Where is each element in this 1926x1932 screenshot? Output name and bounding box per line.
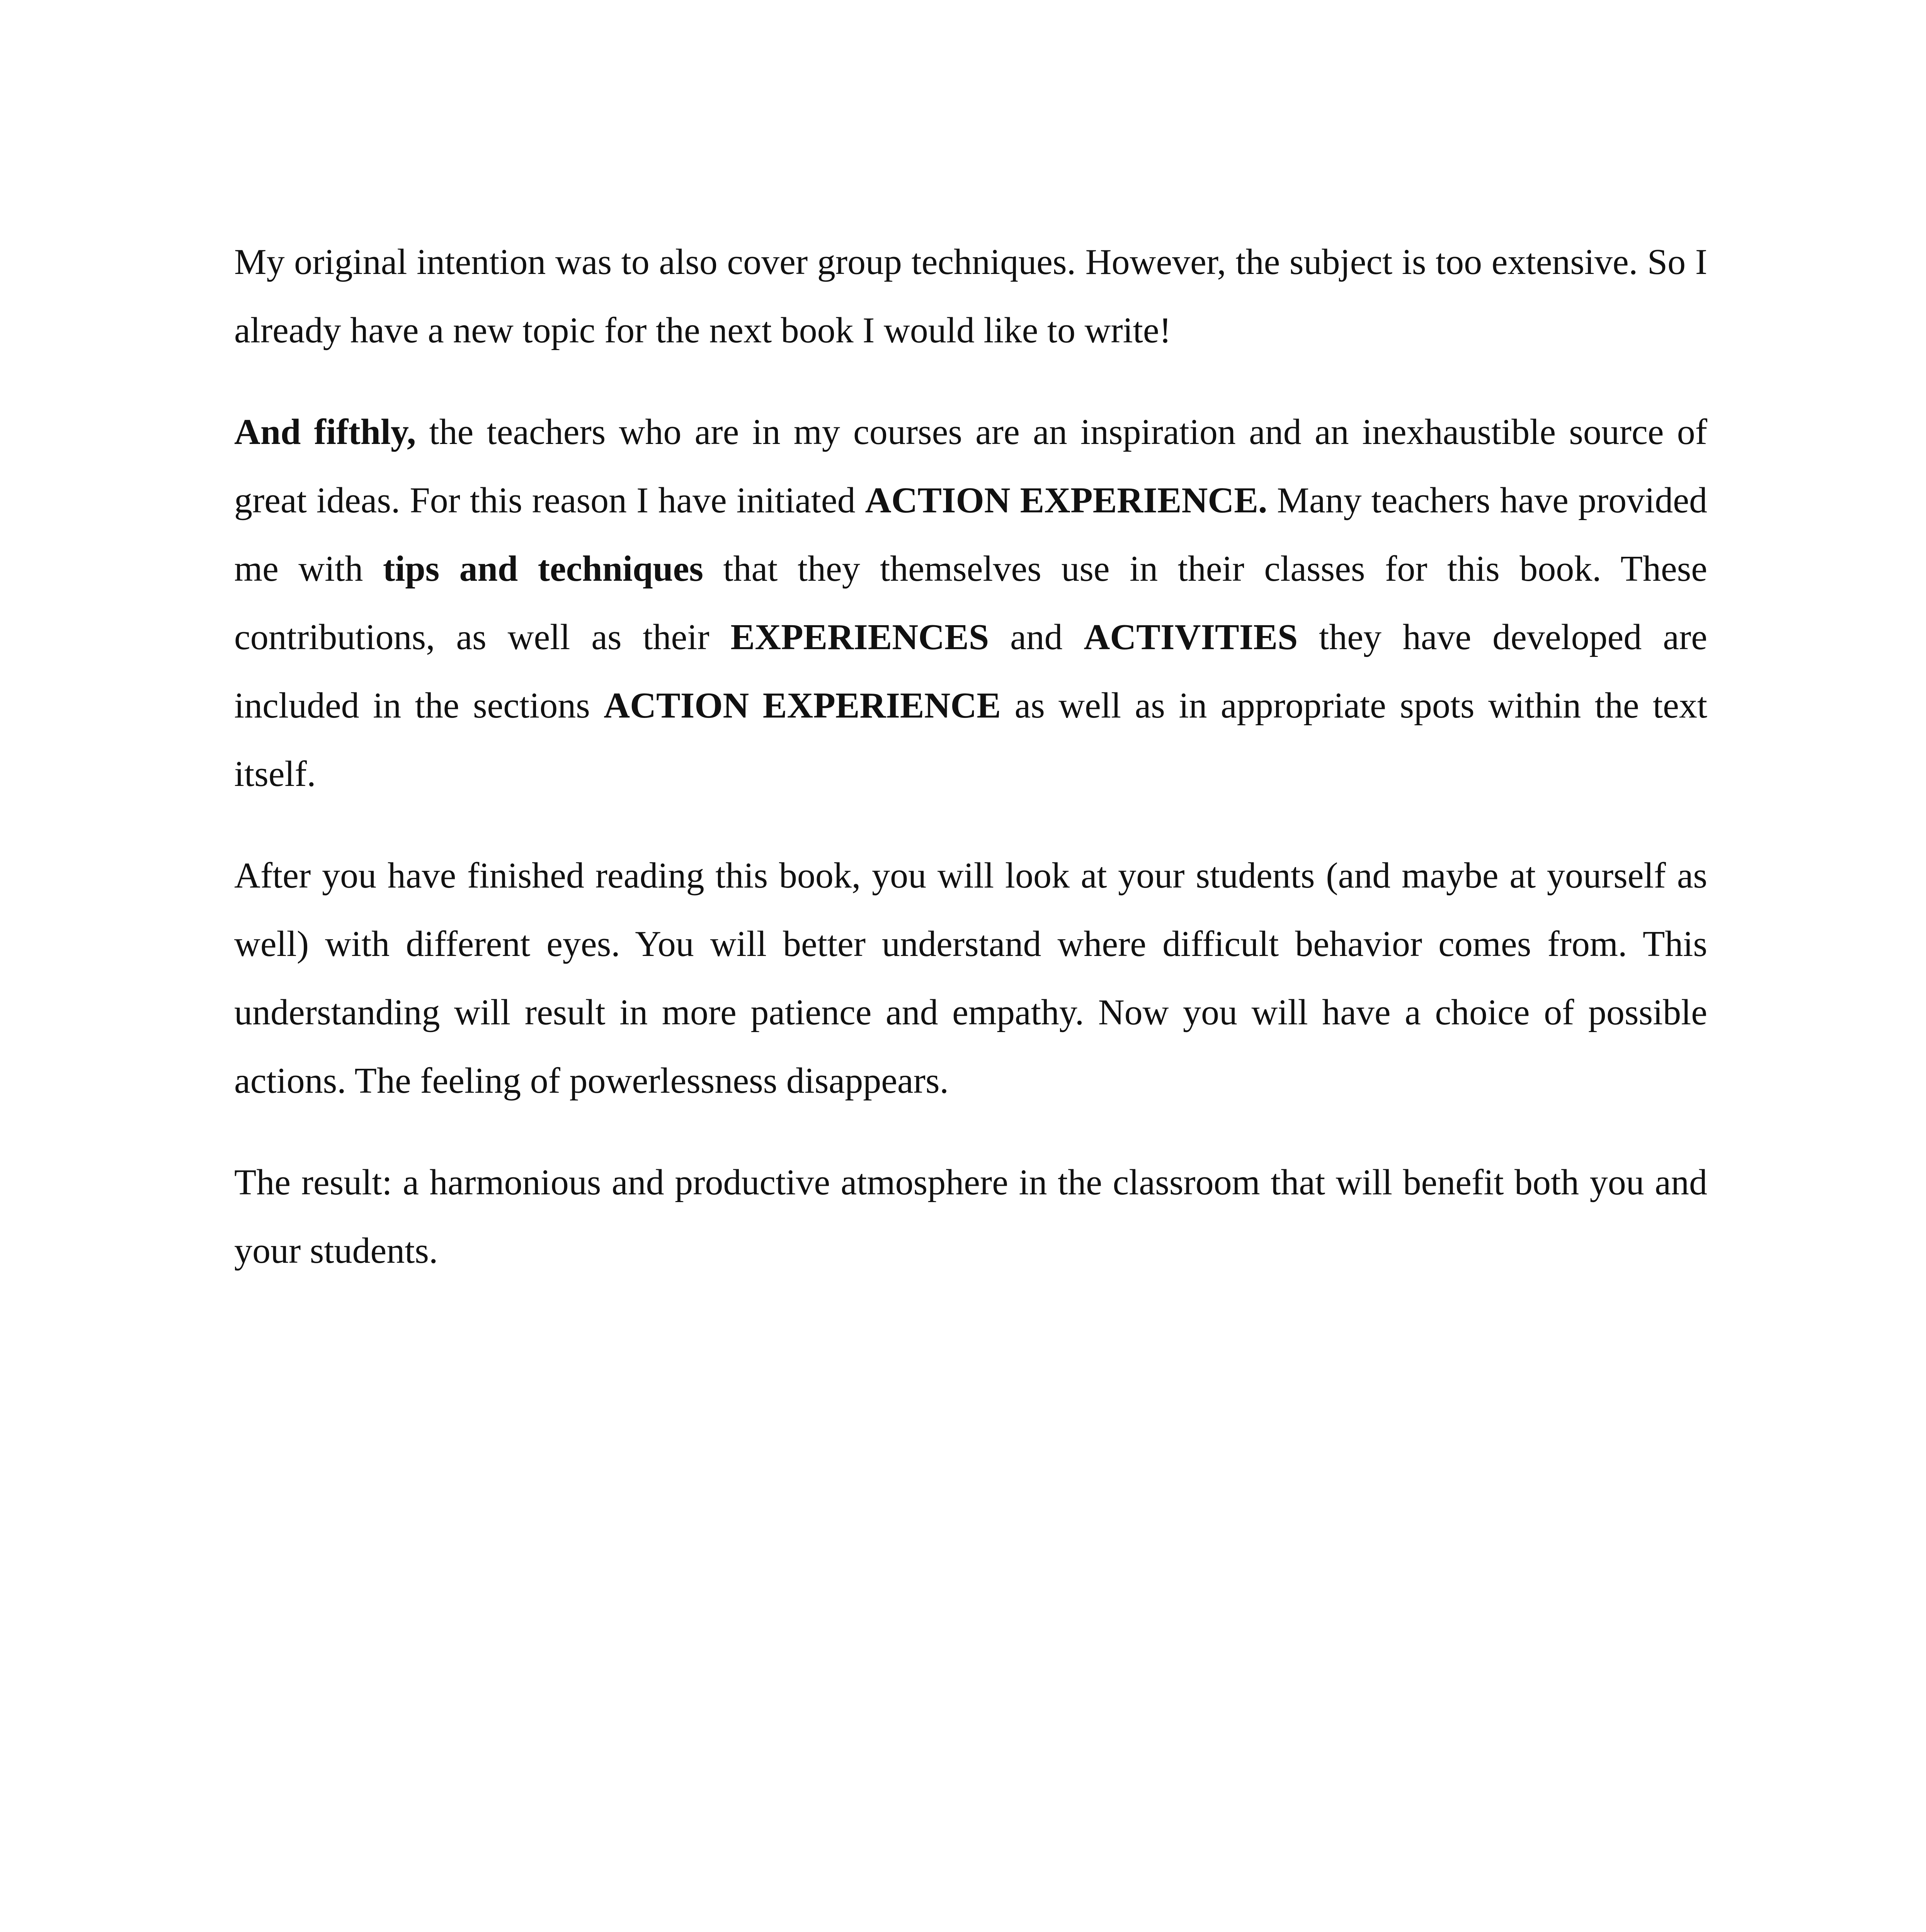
bold-phrase: ACTION EXPERIENCE — [604, 685, 1001, 726]
text-segment: the teachers who are in my courses are an inspiration and an inexhaustible source of great ideas. For this reason I have initiated — [234, 412, 1707, 520]
paragraph-2 — [234, 398, 1707, 808]
paragraph-4 — [234, 1148, 1707, 1285]
text-segment: Many teachers have provided me with — [234, 480, 1707, 589]
paragraph-3 — [234, 842, 1707, 1115]
text-segment: and — [989, 617, 1084, 657]
bold-phrase: tips and techniques — [383, 549, 703, 589]
text-segment: The result: a harmonious and productive atmosphere in the classroom that will benefit both you and your students. — [234, 1162, 1707, 1271]
text-segment: My original intention was to also cover group techniques. However, the subject is too extensive. So I already have a new topic for the next book I would like to write! — [234, 242, 1707, 350]
text-segment: that they themselves use in their classes for this book. These contributions, as well as their — [234, 549, 1707, 657]
bold-phrase: ACTIVITIES — [1084, 617, 1298, 657]
paragraph-1 — [234, 228, 1707, 365]
text-segment: After you have finished reading this book, you will look at your students (and maybe at yourself as well) with different eyes. You will better understand where difficult behavior comes from. This understanding will result in more patience and empathy. Now you will have a choice of possible actions. The feeling of powerlessness disappears. — [234, 855, 1707, 1101]
text-segment: they have developed are included in the sections — [234, 617, 1707, 726]
text-segment: as well as in appropriate spots within the text itself. — [234, 685, 1707, 794]
bold-phrase: And fifthly, — [234, 412, 416, 452]
bold-phrase: EXPERIENCES — [730, 617, 989, 657]
body-text — [234, 228, 1707, 1318]
bold-phrase: ACTION EXPERIENCE. — [865, 480, 1268, 520]
